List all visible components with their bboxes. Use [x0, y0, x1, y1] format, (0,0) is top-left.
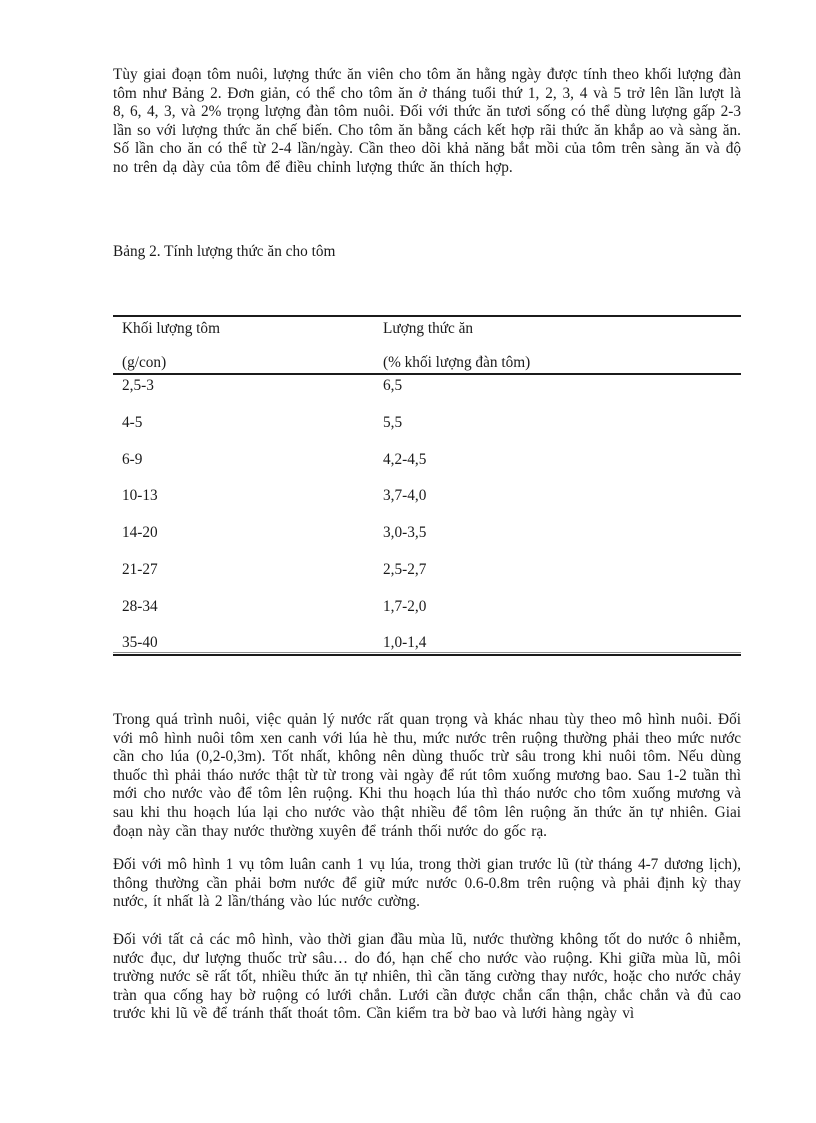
cell-weight: 28-34 — [122, 597, 158, 615]
paragraph-feeding-amount: Tùy giai đoạn tôm nuôi, lượng thức ăn viên cho tôm ăn hằng ngày được tính theo khối lượng đàn tôm như Bảng 2. Đơn giản, có thể cho tôm ăn ở tháng tuổi thứ 1, 2, 3, 4 và 5 trở lên lần lượt là 8, 6, 4, 3, và 2% trọng lượng đàn tôm nuôi. Đối với thức ăn tươi sống có thể dùng lượng gấp 2-3 lần so với lượng thức ăn chế biến. Cho tôm ăn bằng cách kết hợp rãi thức ăn khắp ao và sàng ăn. Số lần cho ăn có thể từ 2-4 lần/ngày. Cần theo dõi khả năng bắt mồi của tôm trên sàng ăn và độ no trên dạ dày của tôm để điều chỉnh lượng thức ăn thích hợp. — [113, 66, 741, 176]
table-bottom-rule — [113, 654, 741, 656]
cell-weight: 10-13 — [122, 487, 158, 505]
feed-amount-table — [113, 315, 741, 656]
cell-feed: 2,5-2,7 — [383, 560, 427, 578]
table-row — [113, 522, 741, 559]
column-header-feed-amount: Lượng thức ăn — [383, 320, 474, 337]
paragraph-rotation-model: Đối với mô hình 1 vụ tôm luân canh 1 vụ lúa, trong thời gian trước lũ (từ tháng 4-7 dương lịch), thông thường cần phải bơm nước để giữ mức nước 0.6-0.8m trên ruộng và phải định kỳ thay nước, ít nhất là 2 lần/tháng vào lúc nước cường. — [113, 856, 741, 911]
table-row — [113, 375, 741, 412]
table-row — [113, 632, 741, 652]
cell-feed: 4,2-4,5 — [383, 450, 427, 468]
table-row — [113, 449, 741, 486]
paragraph-water-management: Trong quá trình nuôi, việc quản lý nước rất quan trọng và khác nhau tùy theo mô hình nuôi. Đối với mô hình nuôi tôm xen canh với lúa hè thu, mức nước trên ruộng thường phải theo mức nước cần cho lúa (0,2-0,3m). Tốt nhất, không nên dùng thuốc trừ sâu trong khi nuôi tôm. Nếu dùng thuốc thì phải tháo nước thật từ từ trong vài ngày để rút tôm xuống mương bao. Sau 1-2 tuần thì mới cho nước vào để tôm lên ruộng. Khi thu hoạch lúa thì tháo nước cho tôm xuống mương và sau khi thu hoạch lúa lại cho nước vào thật nhiều để tôm lên ruộng ăn thức ăn tự nhiên. Giai đoạn này cần thay nước thường xuyên để tránh thối nước do gốc rạ. — [113, 711, 741, 840]
table-caption: Bảng 2. Tính lượng thức ăn cho tôm — [113, 243, 336, 260]
cell-weight: 14-20 — [122, 524, 158, 541]
paragraph-flood-season: Đối với tất cả các mô hình, vào thời gian đầu mùa lũ, nước thường không tốt do nước ô nhiễm, nước đục, dư lượng thuốc trừ sâu… do đó, hạn chế cho nước vào ruộng. Khi giữa mùa lũ, môi trường nước sẽ rất tốt, nhiều thức ăn tự nhiên, thì cần tăng cường thay nước, hoặc cho nước chảy tràn qua cống hay bờ ruộng có lưới chắn. Lưới cần được chắn cẩn thận, chắc chắn và đủ cao trước khi lũ về để tránh thất thoát tôm. Cần kiểm tra bờ bao và lưới hàng ngày vì — [113, 931, 741, 1023]
cell-feed: 6,5 — [383, 377, 403, 394]
table-header-row — [113, 317, 741, 373]
cell-weight: 4-5 — [122, 413, 143, 431]
cell-feed: 3,0-3,5 — [383, 524, 427, 541]
column-header-shrimp-weight: Khối lượng tôm — [122, 320, 220, 337]
cell-feed: 5,5 — [383, 413, 403, 431]
cell-weight: 6-9 — [122, 450, 143, 468]
cell-feed: 3,7-4,0 — [383, 487, 427, 505]
table-row — [113, 485, 741, 522]
table-row — [113, 412, 741, 449]
cell-feed: 1,0-1,4 — [383, 634, 427, 652]
cell-weight: 21-27 — [122, 560, 158, 578]
cell-weight: 2,5-3 — [122, 377, 154, 394]
table-row — [113, 596, 741, 633]
table-body — [113, 375, 741, 652]
cell-feed: 1,7-2,0 — [383, 597, 427, 615]
cell-weight: 35-40 — [122, 634, 158, 652]
table-row — [113, 559, 741, 596]
column-header-shrimp-weight-unit: (g/con) — [122, 353, 167, 371]
column-header-feed-amount-unit: (% khối lượng đàn tôm) — [383, 353, 531, 371]
